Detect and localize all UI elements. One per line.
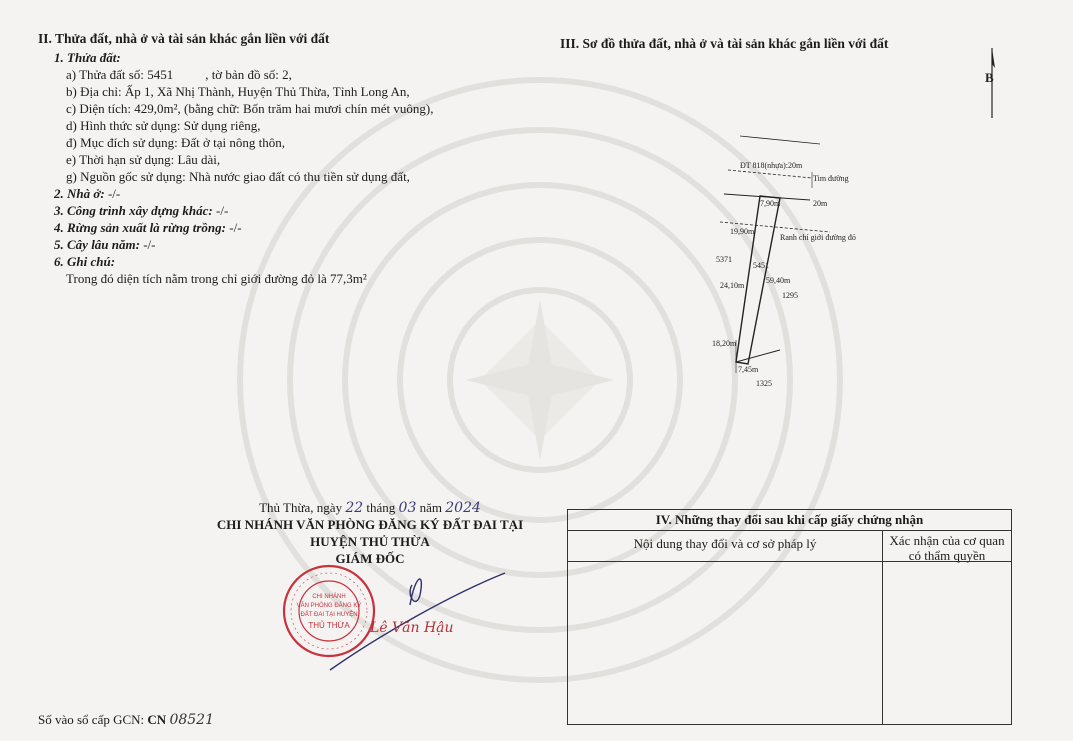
authority-confirmation-column: [883, 531, 1011, 724]
centerline-label: Tim đường: [813, 174, 849, 183]
usage-purpose-line: đ) Mục đích sử dụng: Đất ở tại nông thôn,: [66, 135, 286, 150]
changes-content-column: [568, 531, 883, 724]
authority-confirmation-header: Xác nhận của cơ quan có thẩm quyền: [883, 531, 1011, 562]
registry-number-value: 08521: [169, 712, 214, 728]
left-edge-3-label: 18,20m: [712, 339, 737, 348]
dist20-label: 20m: [813, 199, 828, 208]
bottom-edge-label: 7,45m: [738, 365, 759, 374]
north-arrow-icon: [980, 46, 1010, 126]
neighbor-5371: 5371: [716, 255, 732, 264]
issuing-office-district: HUYỆN THỦ THỪA: [310, 534, 430, 549]
house-line: 2. Nhà ở: -/-: [54, 186, 121, 201]
changes-content-header: Nội dung thay đổi và cơ sở pháp lý: [568, 531, 882, 562]
signer-name: Lê Văn Hậu: [370, 620, 454, 636]
neighbor-1325: 1325: [756, 379, 772, 388]
parcel-diagram: [700, 128, 880, 388]
parcel-heading: 1. Thửa đất:: [54, 50, 121, 65]
section-3-title: III. Sơ đồ thửa đất, nhà ở và tài sản khác gắn liền với đất: [560, 36, 889, 51]
signature-block: [200, 500, 540, 567]
area-line: c) Diện tích: 429,0m², (bằng chữ: Bốn trăm hai mươi chín mét vuông),: [66, 101, 434, 116]
svg-text:ĐẤT ĐAI TẠI HUYỆN: ĐẤT ĐAI TẠI HUYỆN: [300, 612, 358, 618]
parcel-number-prefix: a) Thửa đất số:: [66, 67, 148, 82]
usage-form-line: d) Hình thức sử dụng: Sử dụng riêng,: [66, 118, 261, 133]
issuing-office: CHI NHÁNH VĂN PHÒNG ĐĂNG KÝ ĐẤT ĐAI TẠI: [216, 517, 524, 532]
svg-text:CHI NHÁNH: CHI NHÁNH: [312, 594, 346, 600]
left-edge-2-label: 24,10m: [720, 281, 745, 290]
notes-heading: 6. Ghi chú:: [54, 254, 116, 269]
svg-text:THỦ THỪA: THỦ THỪA: [308, 621, 350, 630]
changes-table: [567, 509, 1012, 725]
registry-number: Số vào sổ cấp GCN: CN 08521: [38, 712, 214, 728]
usage-term-line: e) Thời hạn sử dụng: Lâu dài,: [66, 152, 221, 167]
parcel-bottom-line: [736, 350, 780, 362]
issue-month: 03: [398, 500, 417, 516]
road-edge-top: [740, 136, 820, 144]
changes-table-title: IV. Những thay đổi sau khi cấp giấy chứng nhận: [568, 510, 1011, 531]
origin-line: g) Nguồn gốc sử dụng: Nhà nước giao đất có thu tiền sử dụng đất,: [66, 169, 410, 184]
issue-day: 22: [345, 500, 364, 516]
notes-text: Trong đó diện tích nằm trong chỉ giới đường đỏ là 77,3m²: [66, 271, 367, 286]
width-top-label: 7,90m: [760, 199, 781, 208]
forest-line: 4. Rừng sản xuất là rừng trồng: -/-: [54, 220, 242, 235]
right-edge-label: 59,40m: [766, 276, 791, 285]
issue-year: 2024: [445, 500, 481, 516]
perennial-trees-line: 5. Cây lâu năm: -/-: [54, 237, 156, 252]
issue-date: Thủ Thừa, ngày 22 tháng 03 năm 2024: [259, 500, 481, 516]
north-label: B: [985, 70, 994, 85]
road-centerline: [728, 170, 812, 178]
registry-cn: CN: [147, 712, 167, 727]
map-sheet: , tờ bản đồ số: 2,: [205, 67, 292, 82]
address-line: b) Địa chỉ: Ấp 1, Xã Nhị Thành, Huyện Thủ Thừa, Tỉnh Long An,: [66, 84, 410, 99]
svg-text:VĂN PHÒNG ĐĂNG KÝ: VĂN PHÒNG ĐĂNG KÝ: [296, 603, 362, 609]
signer-title: GIÁM ĐỐC: [335, 551, 405, 566]
neighbor-1295: 1295: [782, 291, 798, 300]
red-line-label: Ranh chỉ giới đường đỏ: [780, 233, 856, 242]
road-label: ĐT 818(nhựa):20m: [740, 161, 803, 170]
other-works-line: 3. Công trình xây dựng khác: -/-: [54, 203, 229, 218]
parcel-number: 5451: [147, 67, 174, 82]
parcel-number-line: [66, 67, 292, 83]
parcel-5451-label: 5451: [753, 261, 769, 270]
section-2-title: II. Thửa đất, nhà ở và tài sản khác gắn liền với đất: [38, 31, 330, 46]
left-edge-1-label: 19,90m: [730, 227, 755, 236]
